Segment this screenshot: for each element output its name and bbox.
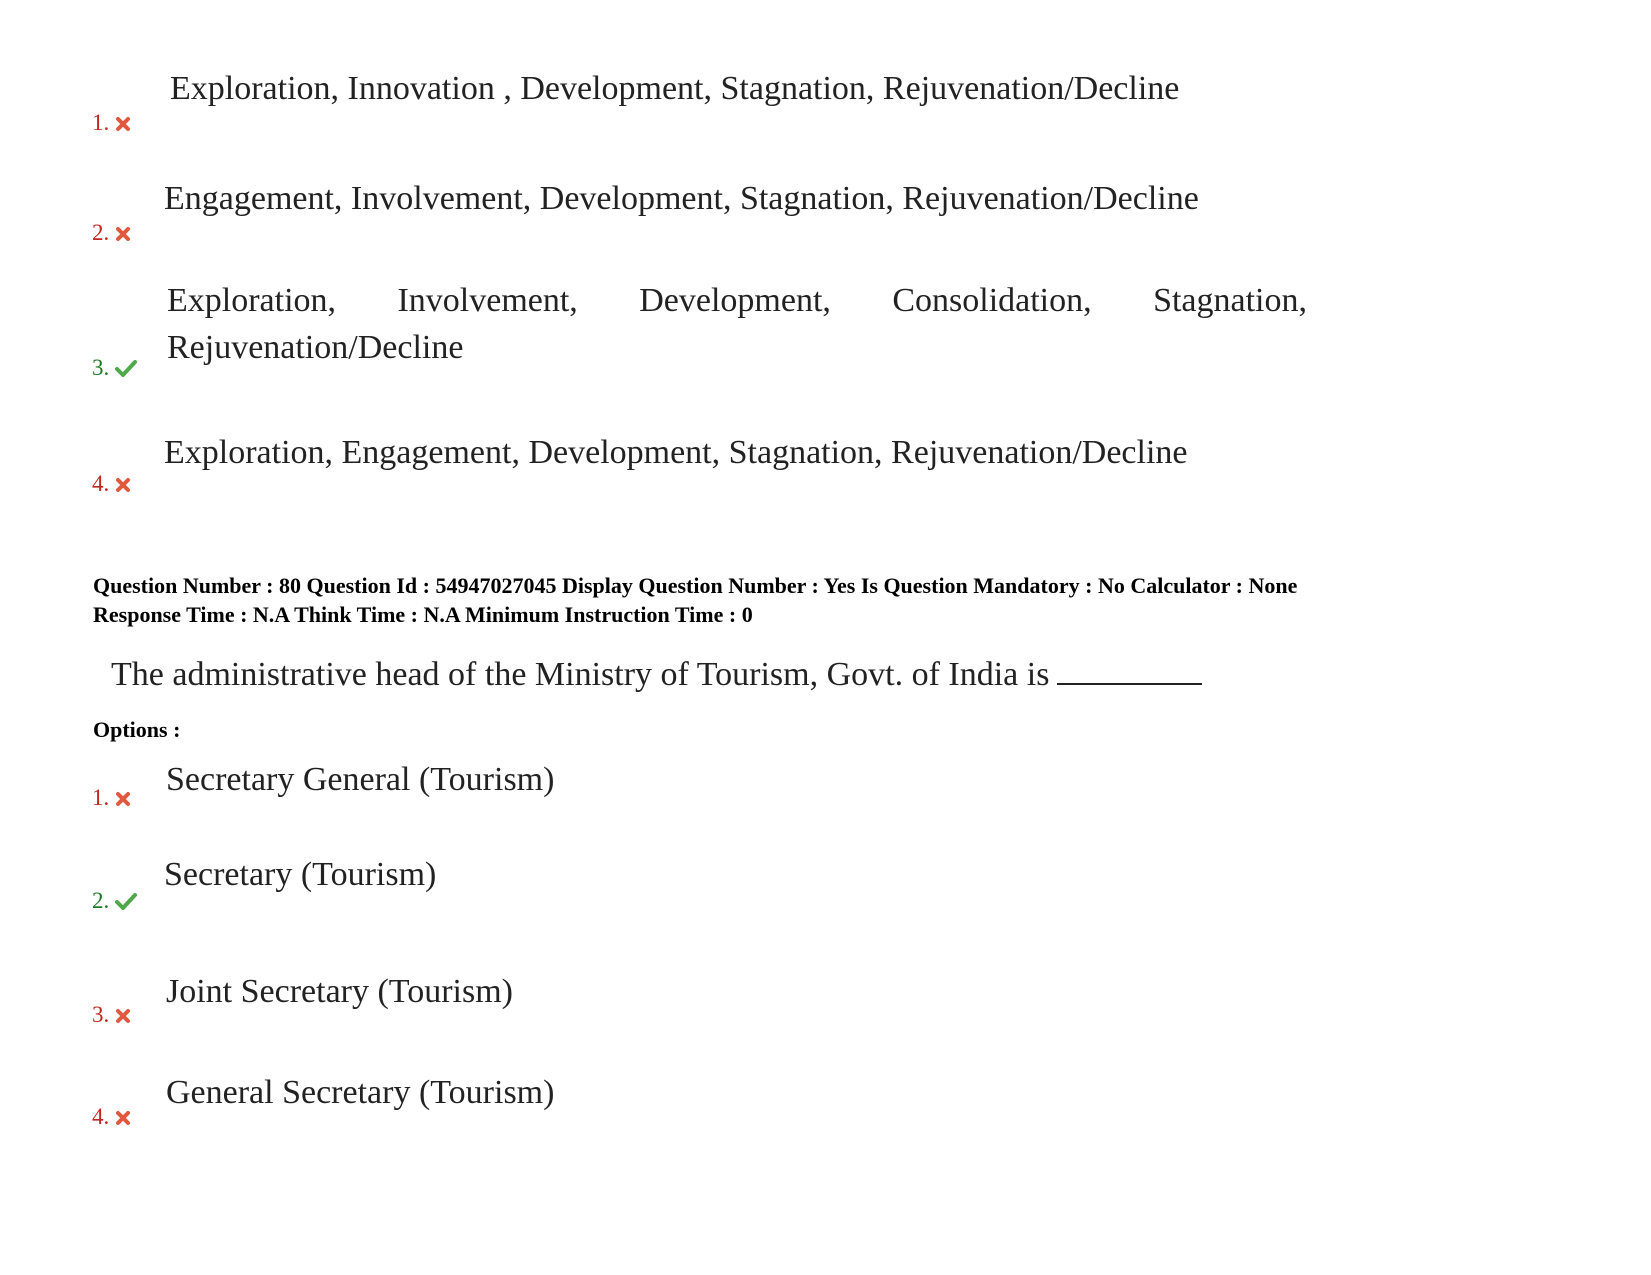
- option-number: 1.: [92, 785, 131, 813]
- option-text: Exploration, Innovation , Development, Stagnation, Rejuvenation/Decline: [170, 70, 1180, 107]
- cross-icon: [115, 787, 131, 813]
- options-label: Options :: [93, 717, 181, 742]
- question-meta: [93, 571, 1297, 629]
- option-text: Joint Secretary (Tourism): [166, 973, 513, 1010]
- option-number: 4.: [92, 471, 131, 499]
- option-number: 1.: [92, 110, 131, 138]
- check-icon: [115, 357, 137, 383]
- option-text: Exploration, Engagement, Development, Stagnation, Rejuvenation/Decline: [164, 434, 1188, 471]
- cross-icon: [115, 1106, 131, 1132]
- cross-icon: [115, 112, 131, 138]
- option-text: General Secretary (Tourism): [166, 1074, 555, 1111]
- cross-icon: [115, 222, 131, 248]
- cross-icon: [115, 1004, 131, 1030]
- answer-blank: [1057, 657, 1202, 685]
- option-number: 2.: [92, 888, 137, 916]
- option-number: 3.: [92, 355, 137, 383]
- option-text: Secretary (Tourism): [164, 856, 437, 893]
- question-meta-line1: Question Number : 80 Question Id : 54947027045 Display Question Number : Yes Is Question Mandatory : No Calculator : None: [93, 573, 1298, 598]
- option-text-line2: Rejuvenation/Decline: [167, 329, 464, 366]
- question-meta-line2: Response Time : N.A Think Time : N.A Minimum Instruction Time : 0: [93, 602, 753, 627]
- check-icon: [115, 890, 137, 916]
- option-number: 3.: [92, 1002, 131, 1030]
- option-number: 4.: [92, 1104, 131, 1132]
- question-text: The administrative head of the Ministry of Tourism, Govt. of India is: [111, 656, 1202, 694]
- option-number: 2.: [92, 220, 131, 248]
- option-text: Engagement, Involvement, Development, Stagnation, Rejuvenation/Decline: [164, 180, 1199, 217]
- option-text: Secretary General (Tourism): [166, 761, 555, 798]
- cross-icon: [115, 473, 131, 499]
- option-text-line1: Exploration, Involvement, Development, Consolidation, Stagnation,: [167, 282, 1307, 319]
